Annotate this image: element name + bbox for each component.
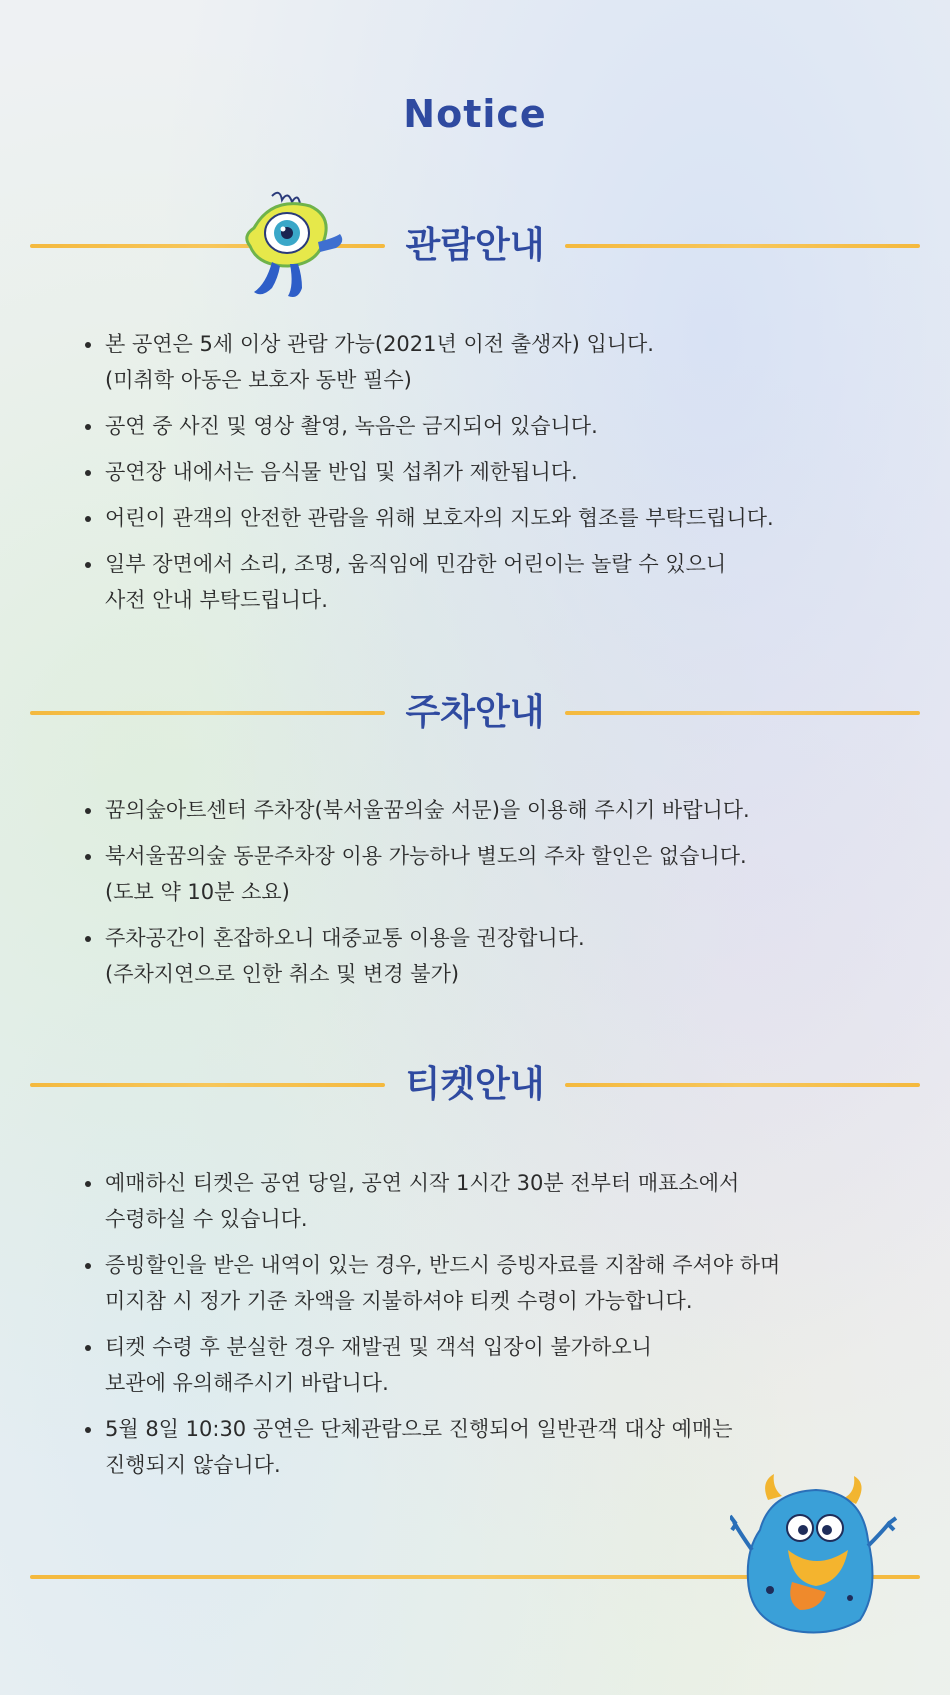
list-item: 주차공간이 혼잡하오니 대중교통 이용을 권장합니다. (주차지연으로 인한 취소 및 변경 불가)	[85, 920, 885, 992]
section-title-ticket: 티켓안내	[405, 1064, 545, 1105]
list-item: 일부 장면에서 소리, 조명, 움직임에 민감한 어린이는 놀랄 수 있으니 사전 안내 부탁드립니다.	[85, 546, 885, 618]
notes-list-ticket	[85, 1165, 885, 1493]
divider-left	[30, 711, 385, 715]
divider-right	[565, 244, 920, 248]
list-item: 꿈의숲아트센터 주차장(북서울꿈의숲 서문)을 이용해 주시기 바랍니다.	[85, 792, 885, 828]
notes-list-parking	[85, 792, 885, 1002]
section-header-viewing	[30, 216, 920, 276]
list-item: 예매하신 티켓은 공연 당일, 공연 시작 1시간 30분 전부터 매표소에서 수령하실 수 있습니다.	[85, 1165, 885, 1237]
section-header-ticket	[30, 1055, 920, 1115]
divider-right	[565, 1083, 920, 1087]
section-title-parking: 주차안내	[405, 692, 545, 733]
eye-monster-icon	[232, 188, 362, 318]
list-item: 5월 8일 10:30 공연은 단체관람으로 진행되어 일반관객 대상 예매는 진행되지 않습니다.	[85, 1411, 885, 1483]
list-item: 공연장 내에서는 음식물 반입 및 섭취가 제한됩니다.	[85, 454, 885, 490]
list-item: 공연 중 사진 및 영상 촬영, 녹음은 금지되어 있습니다.	[85, 408, 885, 444]
list-item: 어린이 관객의 안전한 관람을 위해 보호자의 지도와 협조를 부탁드립니다.	[85, 500, 885, 536]
section-header-parking	[30, 683, 920, 743]
divider-right	[565, 711, 920, 715]
list-item: 북서울꿈의숲 동문주차장 이용 가능하나 별도의 주차 할인은 없습니다. (도보 약 10분 소요)	[85, 838, 885, 910]
blue-monster-icon	[730, 1470, 900, 1640]
section-title-viewing: 관람안내	[405, 225, 545, 266]
divider-left	[30, 1083, 385, 1087]
list-item: 본 공연은 5세 이상 관람 가능(2021년 이전 출생자) 입니다. (미취학 아동은 보호자 동반 필수)	[85, 326, 885, 398]
notes-list-viewing	[85, 326, 885, 628]
list-item: 증빙할인을 받은 내역이 있는 경우, 반드시 증빙자료를 지참해 주셔야 하며 미지참 시 정가 기준 차액을 지불하셔야 티켓 수령이 가능합니다.	[85, 1247, 885, 1319]
page-title: Notice	[403, 92, 547, 136]
list-item: 티켓 수령 후 분실한 경우 재발권 및 객석 입장이 불가하오니 보관에 유의해주시기 바랍니다.	[85, 1329, 885, 1401]
